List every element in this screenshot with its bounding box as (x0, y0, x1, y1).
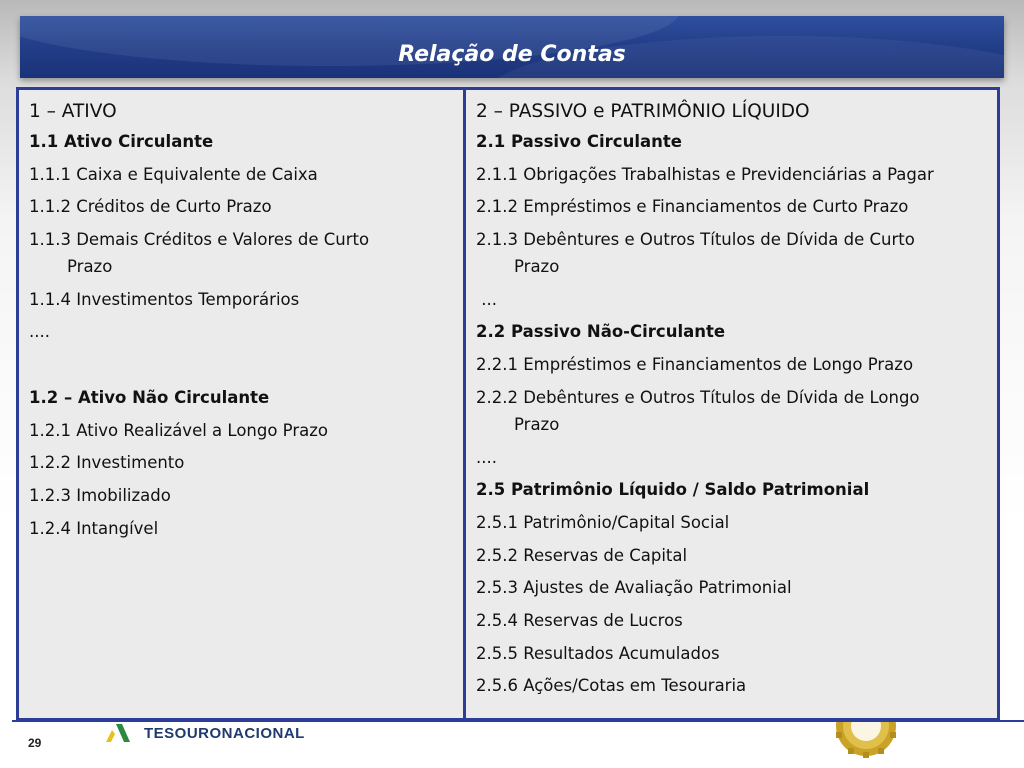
account-item (29, 226, 455, 280)
account-item: 2.5.3 Ajustes de Avaliação Patrimonial (476, 578, 792, 598)
liabilities-heading: 2 – PASSIVO e PATRIMÔNIO LÍQUIDO (476, 101, 810, 122)
account-item: 1.1.2 Créditos de Curto Prazo (29, 197, 272, 217)
account-item-text: 2.2.2 Debêntures e Outros Títulos de Dívida de Longo (476, 387, 920, 407)
account-item-text: 2.1.3 Debêntures e Outros Títulos de Dívida de Curto (476, 230, 915, 250)
account-item: 2.1.2 Empréstimos e Financiamentos de Curto Prazo (476, 197, 909, 217)
account-item-continuation: Prazo (514, 414, 560, 434)
current-assets-heading: 1.1 Ativo Circulante (29, 132, 214, 151)
account-item-text: 1.1.3 Demais Créditos e Valores de Curto (29, 230, 370, 250)
ellipsis: .... (29, 322, 50, 342)
logo-text: TESOURONACIONAL (144, 725, 305, 742)
current-liabilities-heading: 2.1 Passivo Circulante (476, 132, 682, 151)
tesouro-nacional-logo (100, 722, 310, 742)
account-item: 1.2.3 Imobilizado (29, 485, 171, 505)
crc-seal-icon (834, 722, 898, 758)
noncurrent-liabilities-heading: 2.2 Passivo Não-Circulante (476, 322, 726, 342)
account-item (476, 226, 989, 280)
title-bar (20, 16, 1004, 78)
account-item: 1.2.1 Ativo Realizável a Longo Prazo (29, 420, 328, 440)
account-item: 2.2.1 Empréstimos e Financiamentos de Longo Prazo (476, 355, 914, 375)
noncurrent-assets-heading: 1.2 – Ativo Não Circulante (29, 387, 270, 407)
account-item: 2.5.6 Ações/Cotas em Tesouraria (476, 676, 747, 696)
tesouro-nacional-logo-icon (100, 722, 136, 742)
slide-title: Relação de Contas (398, 41, 626, 67)
liabilities-column (466, 90, 997, 718)
account-item: 2.5.5 Resultados Acumulados (476, 643, 720, 663)
account-item: 1.1.4 Investimentos Temporários (29, 289, 300, 309)
spacer (29, 351, 455, 378)
account-item: 1.1.1 Caixa e Equivalente de Caixa (29, 164, 318, 184)
ellipsis: .... (476, 447, 497, 467)
assets-heading: 1 – ATIVO (29, 101, 117, 122)
account-item: 2.5.2 Reservas de Capital (476, 545, 688, 565)
account-item: 1.2.2 Investimento (29, 453, 185, 473)
equity-heading: 2.5 Patrimônio Líquido / Saldo Patrimonial (476, 480, 870, 500)
accounts-table (16, 87, 1000, 721)
account-item-continuation: Prazo (67, 257, 113, 277)
account-item-continuation: Prazo (514, 257, 560, 277)
account-item: 1.2.4 Intangível (29, 518, 159, 538)
page-number: 29 (28, 736, 42, 750)
account-item: 2.1.1 Obrigações Trabalhistas e Previdenciárias a Pagar (476, 164, 934, 184)
account-item: 2.5.1 Patrimônio/Capital Social (476, 512, 730, 532)
account-item: 2.5.4 Reservas de Lucros (476, 610, 683, 630)
assets-column (19, 90, 466, 718)
ellipsis: ... (476, 289, 497, 309)
account-item (476, 384, 989, 438)
